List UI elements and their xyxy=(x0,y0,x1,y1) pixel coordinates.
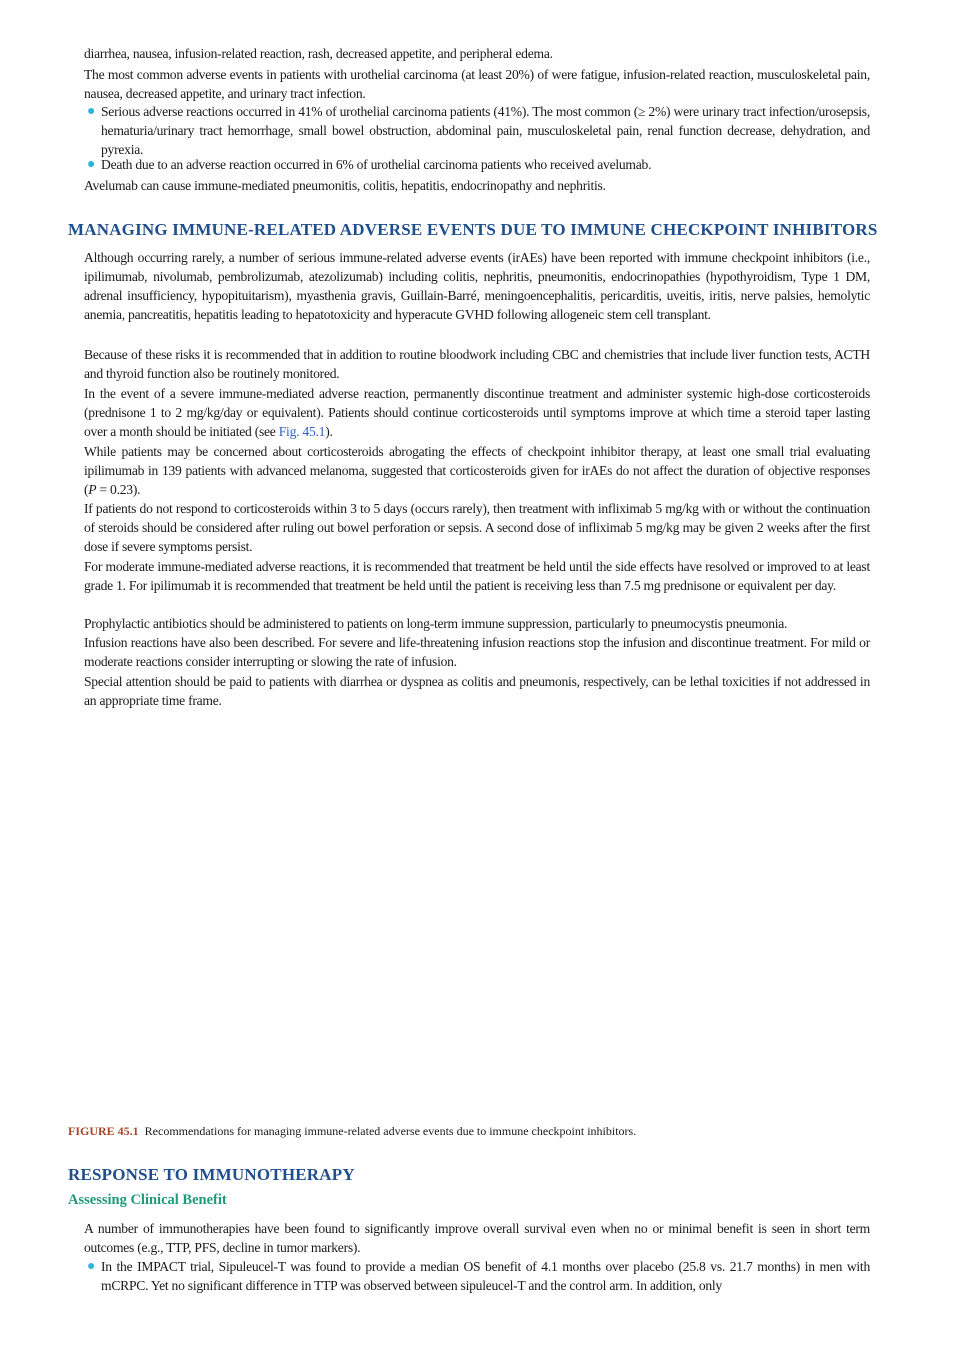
figure-label: FIGURE 45.1 xyxy=(68,1124,139,1138)
paragraph-text: While patients may be concerned about corticosteroids abrogating the effects of checkpoint inhibitor therapy, at least one small trial evaluating ipilimumab in 139 patients with advanced melanoma, suggested that corticosteroids given for irAEs do not affect the duration of objective responses ( xyxy=(84,444,870,497)
paragraph xyxy=(84,442,870,499)
figure-caption-text: Recommendations for managing immune-related adverse events due to immune checkpoint inhibitors. xyxy=(144,1124,637,1138)
paragraph xyxy=(84,384,870,441)
paragraph: The most common adverse events in patients with urothelial carcinoma (at least 20%) of were fatigue, infusion-related reaction, musculoskeletal pain, nausea, decreased appetite, and urinary tract infection. xyxy=(84,67,870,101)
paragraph: Because of these risks it is recommended that in addition to routine bloodwork including CBC and chemistries that include liver function tests, ACTH and thyroid function also be routinely monitored. xyxy=(84,347,870,381)
section-heading: MANAGING IMMUNE-RELATED ADVERSE EVENTS DUE TO IMMUNE CHECKPOINT INHIBITORS xyxy=(68,220,878,239)
bullet-text: Death due to an adverse reaction occurred in 6% of urothelial carcinoma patients who received avelumab. xyxy=(101,157,652,172)
paragraph: Although occurring rarely, a number of serious immune-related adverse events (irAEs) have been reported with immune checkpoint inhibitors (i.e., ipilimumab, nivolumab, pembrolizumab, atezolizumab) including colitis, nephritis, pneumonitis, endocrinopathies (hypothyroidism, Type 1 DM, adrenal insufficiency, hypopituitarism), myasthenia gravis, Guillain-Barré, meningoencephalitis, pericarditis, uveitis, iritis, nerve palsies, hemolytic anemia, pancreatitis, hepatitis leading to hepatotoxicity and hyperacute GVHD following allogeneic stem cell transplant. xyxy=(84,250,870,322)
paragraph: diarrhea, nausea, infusion-related reaction, rash, decreased appetite, and peripheral edema. xyxy=(84,46,553,61)
bullet-item xyxy=(84,102,870,159)
bullet-icon: ● xyxy=(87,104,96,119)
figure-caption xyxy=(68,1124,636,1139)
paragraph: A number of immunotherapies have been found to significantly improve overall survival even when no or minimal benefit is seen in short term outcomes (e.g., TTP, PFS, decline in tumor markers). xyxy=(84,1221,870,1255)
paragraph-text: ). xyxy=(325,424,333,439)
paragraph-text: = 0.23). xyxy=(96,482,141,497)
subheading: Assessing Clinical Benefit xyxy=(68,1192,227,1208)
paragraph-text: In the event of a severe immune-mediated adverse reaction, permanently discontinue treatment and administer systemic high-dose corticosteroids (prednisone 1 to 2 mg/kg/day or equivalent). Patients should continue corticosteroids until symptoms improve at which time a steroid taper lasting over a month should be initiated (see xyxy=(84,386,870,439)
paragraph: For moderate immune-mediated adverse reactions, it is recommended that treatment be held until the side effects have resolved or improved to at least grade 1. For ipilimumab it is recommended that treatment be held until the patient is receiving less than 7.5 mg prednisone or equivalent per day. xyxy=(84,559,870,593)
section-heading: RESPONSE TO IMMUNOTHERAPY xyxy=(68,1165,355,1184)
bullet-icon: ● xyxy=(87,157,96,172)
bullet-item xyxy=(84,155,870,174)
paragraph: Avelumab can cause immune-mediated pneumonitis, colitis, hepatitis, endocrinopathy and nephritis. xyxy=(84,178,606,193)
figure-link[interactable]: Fig. 45.1 xyxy=(278,424,326,439)
bullet-text: In the IMPACT trial, Sipuleucel-T was found to provide a median OS benefit of 4.1 months over placebo (25.8 vs. 21.7 months) in men with mCRPC. Yet no significant difference in TTP was observed between sipuleucel-T and the control arm. In addition, only xyxy=(101,1259,870,1293)
bullet-item xyxy=(84,1257,870,1295)
figure-placeholder xyxy=(68,720,872,1115)
italic-symbol: P xyxy=(88,482,97,497)
paragraph: Infusion reactions have also been described. For severe and life-threatening infusion reactions stop the infusion and discontinue treatment. For mild or moderate reactions consider interrupting or slowing the rate of infusion. xyxy=(84,635,870,669)
bullet-text: Serious adverse reactions occurred in 41% of urothelial carcinoma patients (41%). The most common (≥ 2%) were urinary tract infection/urosepsis, hematuria/urinary tract hemorrhage, small bowel obstruction, abdominal pain, musculoskeletal pain, renal function decrease, dehydration, and pyrexia. xyxy=(101,104,870,157)
paragraph: If patients do not respond to corticosteroids within 3 to 5 days (occurs rarely), then treatment with infliximab 5 mg/kg with or without the continuation of steroids should be considered after ruling out bowel perforation or sepsis. A second dose of infliximab 5 mg/kg may be given 2 weeks after the first dose if severe symptoms persist. xyxy=(84,501,870,554)
paragraph: Special attention should be paid to patients with diarrhea or dyspnea as colitis and pneumonis, respectively, can be lethal toxicities if not addressed in an appropriate time frame. xyxy=(84,674,870,708)
paragraph: Prophylactic antibiotics should be administered to patients on long-term immune suppression, particularly to pneumocystis pneumonia. xyxy=(84,616,788,631)
bullet-icon: ● xyxy=(87,1259,96,1274)
